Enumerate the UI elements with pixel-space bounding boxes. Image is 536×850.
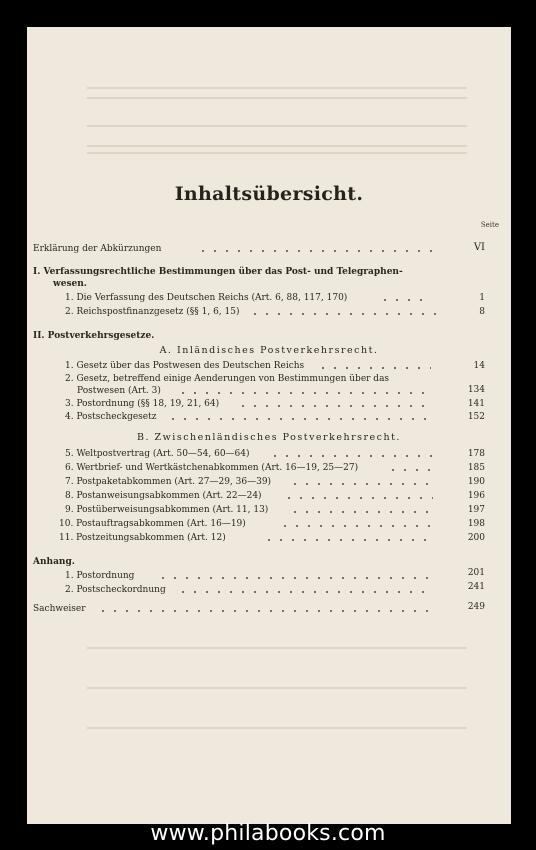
subsection-heading-a: A. Inländisches Postverkehrsrecht. bbox=[159, 345, 379, 356]
leader-dots bbox=[379, 299, 429, 301]
page-number: 200 bbox=[467, 533, 485, 543]
page-number: 14 bbox=[473, 361, 485, 371]
toc-entry: 5. Weltpostvertrag (Art. 50—54, 60—64) bbox=[65, 449, 250, 459]
book-page bbox=[27, 27, 511, 824]
bleed-through-line bbox=[87, 87, 467, 89]
toc-entry: 8. Postanweisungsabkommen (Art. 22—24) bbox=[65, 491, 262, 501]
toc-entry: 2. Gesetz, betreffend einige Aenderungen von Bestimmungen über das bbox=[65, 374, 390, 384]
toc-entry: 11. Postzeitungsabkommen (Art. 12) bbox=[59, 533, 226, 543]
leader-dots bbox=[279, 525, 433, 527]
section-heading-anhang: Anhang. bbox=[33, 557, 75, 567]
toc-entry-cont: Postwesen (Art. 3) bbox=[77, 386, 161, 396]
toc-entry: 1. Die Verfassung des Deutschen Reichs (Art. 6, 88, 117, 170) bbox=[65, 293, 348, 303]
leader-dots bbox=[177, 591, 433, 593]
bleed-through-line bbox=[87, 687, 467, 689]
page-number: 178 bbox=[467, 449, 485, 459]
page-title: Inhaltsübersicht. bbox=[174, 183, 364, 205]
page-number: 249 bbox=[467, 602, 485, 612]
bleed-through-line bbox=[87, 727, 467, 729]
toc-entry: 1. Postordnung bbox=[65, 571, 135, 581]
section-heading-ii: II. Postverkehrsgesetze. bbox=[33, 331, 155, 341]
page-number: 185 bbox=[467, 463, 485, 473]
leader-dots bbox=[269, 455, 433, 457]
bleed-through-line bbox=[87, 125, 467, 127]
website-watermark: www.philabooks.com bbox=[150, 821, 386, 846]
leader-dots bbox=[283, 497, 433, 499]
leader-dots bbox=[197, 250, 437, 252]
bleed-through-line bbox=[87, 145, 467, 147]
leader-dots bbox=[263, 539, 433, 541]
section-heading-i: I. Verfassungsrechtliche Bestimmungen über das Post- und Telegraphen- bbox=[33, 267, 403, 277]
page-number: 134 bbox=[467, 385, 485, 395]
page-number: 152 bbox=[467, 412, 485, 422]
page-number: 141 bbox=[467, 399, 485, 409]
section-heading-i-cont: wesen. bbox=[53, 279, 87, 289]
page-column-header: Seite bbox=[480, 221, 499, 229]
toc-entry: 1. Gesetz über das Postwesen des Deutschen Reichs bbox=[65, 361, 305, 371]
toc-entry: 2. Postscheckordnung bbox=[65, 585, 166, 595]
leader-dots bbox=[237, 405, 433, 407]
leader-dots bbox=[289, 483, 433, 485]
leader-dots bbox=[177, 392, 433, 394]
page-number: VI bbox=[473, 242, 485, 253]
leader-dots bbox=[97, 610, 433, 612]
leader-dots bbox=[289, 511, 433, 513]
toc-entry: 7. Postpaketabkommen (Art. 27—29, 36—39) bbox=[65, 477, 272, 487]
page-number: 197 bbox=[467, 505, 485, 515]
subsection-heading-b: B. Zwischenländisches Postverkehrsrecht. bbox=[137, 432, 401, 443]
leader-dots bbox=[387, 469, 433, 471]
toc-entry: 6. Wertbrief- und Wertkästchenabkommen (Art. 16—19, 25—27) bbox=[65, 463, 359, 473]
page-number: 241 bbox=[467, 582, 485, 592]
page-number: 198 bbox=[467, 519, 485, 529]
leader-dots bbox=[157, 577, 433, 579]
toc-entry-sachweiser: Sachweiser bbox=[33, 604, 86, 614]
toc-entry: 2. Reichspostfinanzgesetz (§§ 1, 6, 15) bbox=[65, 307, 240, 317]
leader-dots bbox=[249, 313, 439, 315]
toc-entry: 9. Postüberweisungsabkommen (Art. 11, 13) bbox=[65, 505, 269, 515]
toc-entry: 10. Postauftragsabkommen (Art. 16—19) bbox=[59, 519, 246, 529]
bleed-through-line bbox=[87, 152, 467, 154]
page-number: 196 bbox=[467, 491, 485, 501]
bleed-through-line bbox=[87, 647, 467, 649]
leader-dots bbox=[167, 418, 433, 420]
toc-entry-abbreviations: Erklärung der Abkürzungen bbox=[33, 244, 162, 254]
toc-entry: 4. Postscheckgesetz bbox=[65, 412, 157, 422]
page-number: 201 bbox=[467, 568, 485, 578]
page-number: 190 bbox=[467, 477, 485, 487]
page-number: 8 bbox=[479, 307, 485, 317]
toc-entry: 3. Postordnung (§§ 18, 19, 21, 64) bbox=[65, 399, 220, 409]
bleed-through-line bbox=[87, 97, 467, 99]
leader-dots bbox=[317, 367, 431, 369]
page-number: 1 bbox=[479, 293, 485, 303]
